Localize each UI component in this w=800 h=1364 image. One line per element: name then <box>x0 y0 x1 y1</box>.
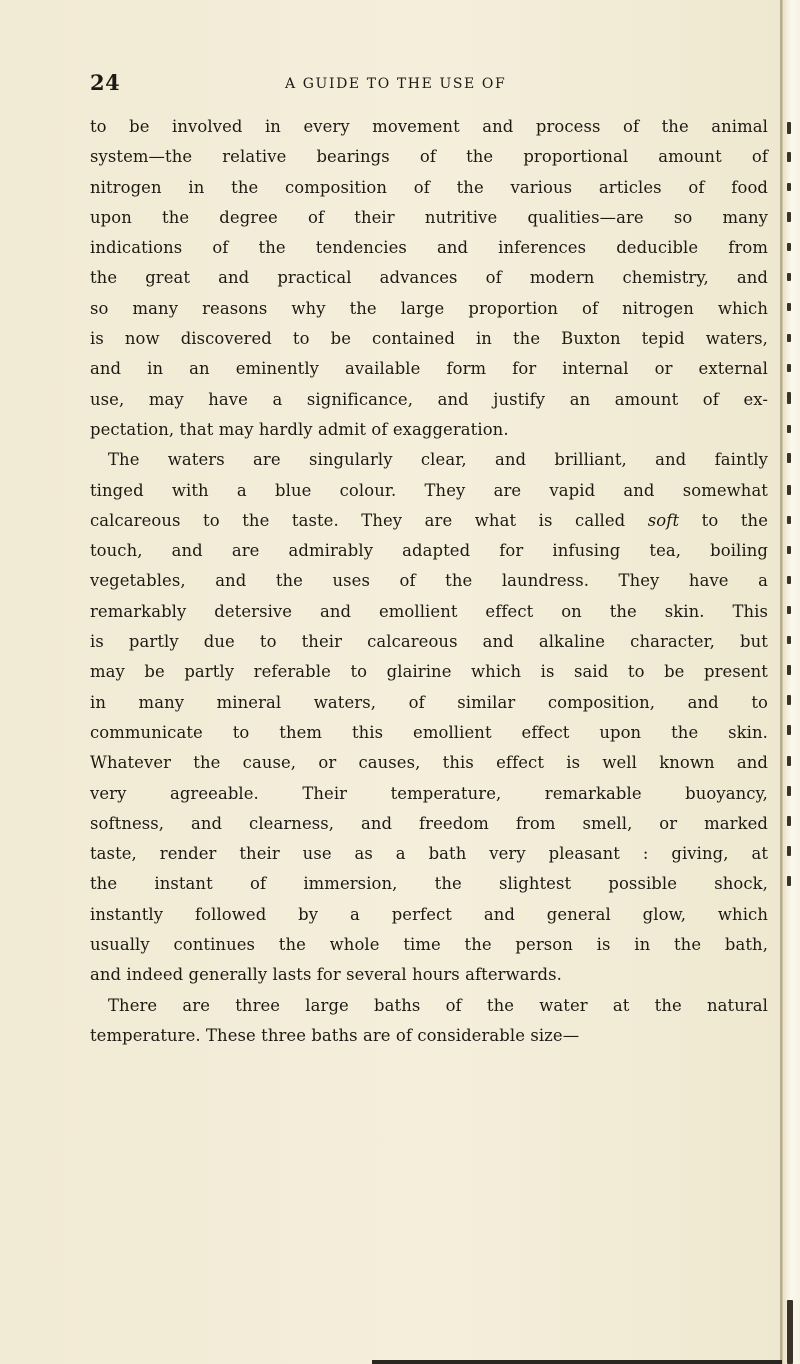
facing-page-glyph <box>787 392 791 404</box>
page-number: 24 <box>90 70 121 95</box>
facing-page-glyph <box>787 846 791 856</box>
text-line: very agreeable. Their temperature, remarkable buoyancy, <box>90 783 768 803</box>
text-line: remarkably detersive and emollient effect on the skin. This <box>90 601 768 621</box>
facing-page-glyph <box>787 152 791 162</box>
facing-page-glyph <box>787 546 791 554</box>
facing-page-glyph <box>787 212 791 222</box>
text-line: pectation, that may hardly admit of exaggeration. <box>90 419 509 439</box>
bottom-edge-shadow <box>372 1360 782 1364</box>
facing-page-glyph <box>787 485 791 495</box>
text-line: instantly followed by a perfect and general glow, which <box>90 904 768 924</box>
text-line: is now discovered to be contained in the Buxton tepid waters, <box>90 329 768 349</box>
facing-page-glyph <box>787 665 791 675</box>
text-line: the great and practical advances of modern chemistry, and <box>90 268 768 288</box>
facing-page-edge <box>782 0 800 1364</box>
text-line: and in an eminently available form for internal or external <box>90 359 768 379</box>
facing-page-glyph <box>787 576 791 584</box>
facing-page-glyph <box>787 425 791 433</box>
text-line: to be involved in every movement and process of the animal <box>90 117 768 136</box>
facing-page-glyph <box>787 786 791 796</box>
facing-page-glyph <box>787 273 791 281</box>
text-line: Whatever the cause, or causes, this effect is well known and <box>90 753 768 773</box>
body-text <box>90 112 768 1051</box>
facing-page-glyph <box>787 816 791 826</box>
facing-page-glyph <box>787 183 791 191</box>
text-line: taste, render their use as a bath very pleasant : giving, at <box>90 844 768 864</box>
text-line: The waters are singularly clear, and brilliant, and faintly <box>108 450 768 470</box>
facing-page-glyph <box>787 303 791 311</box>
text-line: tinged with a blue colour. They are vapid and somewhat <box>90 480 768 500</box>
page-header <box>90 70 770 100</box>
text-line: usually continues the whole time the person is in the bath, <box>90 935 768 955</box>
facing-page-glyph <box>787 334 791 342</box>
facing-page-glyph <box>787 516 791 524</box>
facing-page-glyph <box>787 636 791 644</box>
text-line: temperature. These three baths are of considerable size— <box>90 1025 580 1045</box>
text-line: indications of the tendencies and inferences deducible from <box>90 238 768 258</box>
italic-word: soft <box>647 510 680 530</box>
facing-page-glyph <box>787 695 791 705</box>
facing-page-glyph <box>787 122 791 134</box>
text-line: the instant of immersion, the slightest possible shock, <box>90 874 768 894</box>
text-line: communicate to them this emollient effect upon the skin. <box>90 722 768 742</box>
facing-page-glyph <box>787 725 791 735</box>
running-head: A GUIDE TO THE USE OF <box>285 76 507 92</box>
text-line: touch, and are admirably adapted for infusing tea, boiling <box>90 541 768 561</box>
text-line: in many mineral waters, of similar composition, and to <box>90 692 768 712</box>
facing-page-glyph <box>787 364 791 372</box>
text-line: calcareous to the taste. They are what is called soft to the <box>90 510 768 530</box>
text-line: so many reasons why the large proportion of nitrogen which <box>90 298 768 318</box>
text-line: may be partly referable to glairine which is said to be present <box>90 662 768 682</box>
text-line: upon the degree of their nutritive qualities—are so many <box>90 207 768 227</box>
text-line: system—the relative bearings of the proportional amount of <box>90 147 768 167</box>
text-line: use, may have a significance, and justify an amount of ex- <box>90 389 768 409</box>
facing-page-glyph <box>787 243 791 251</box>
facing-page-glyph <box>787 876 791 886</box>
text-line: and indeed generally lasts for several hours afterwards. <box>90 965 562 985</box>
facing-page-glyph <box>787 453 791 463</box>
text-line: There are three large baths of the water at the natural <box>108 995 768 1015</box>
text-line: softness, and clearness, and freedom from smell, or marked <box>90 813 768 833</box>
text-line: is partly due to their calcareous and alkaline character, but <box>90 632 768 652</box>
facing-page-glyph <box>787 756 791 766</box>
text-line: nitrogen in the composition of the various articles of food <box>90 177 768 197</box>
facing-page-glyph <box>787 606 791 614</box>
facing-page-glyph <box>787 1300 793 1364</box>
text-line: vegetables, and the uses of the laundress. They have a <box>90 571 768 591</box>
